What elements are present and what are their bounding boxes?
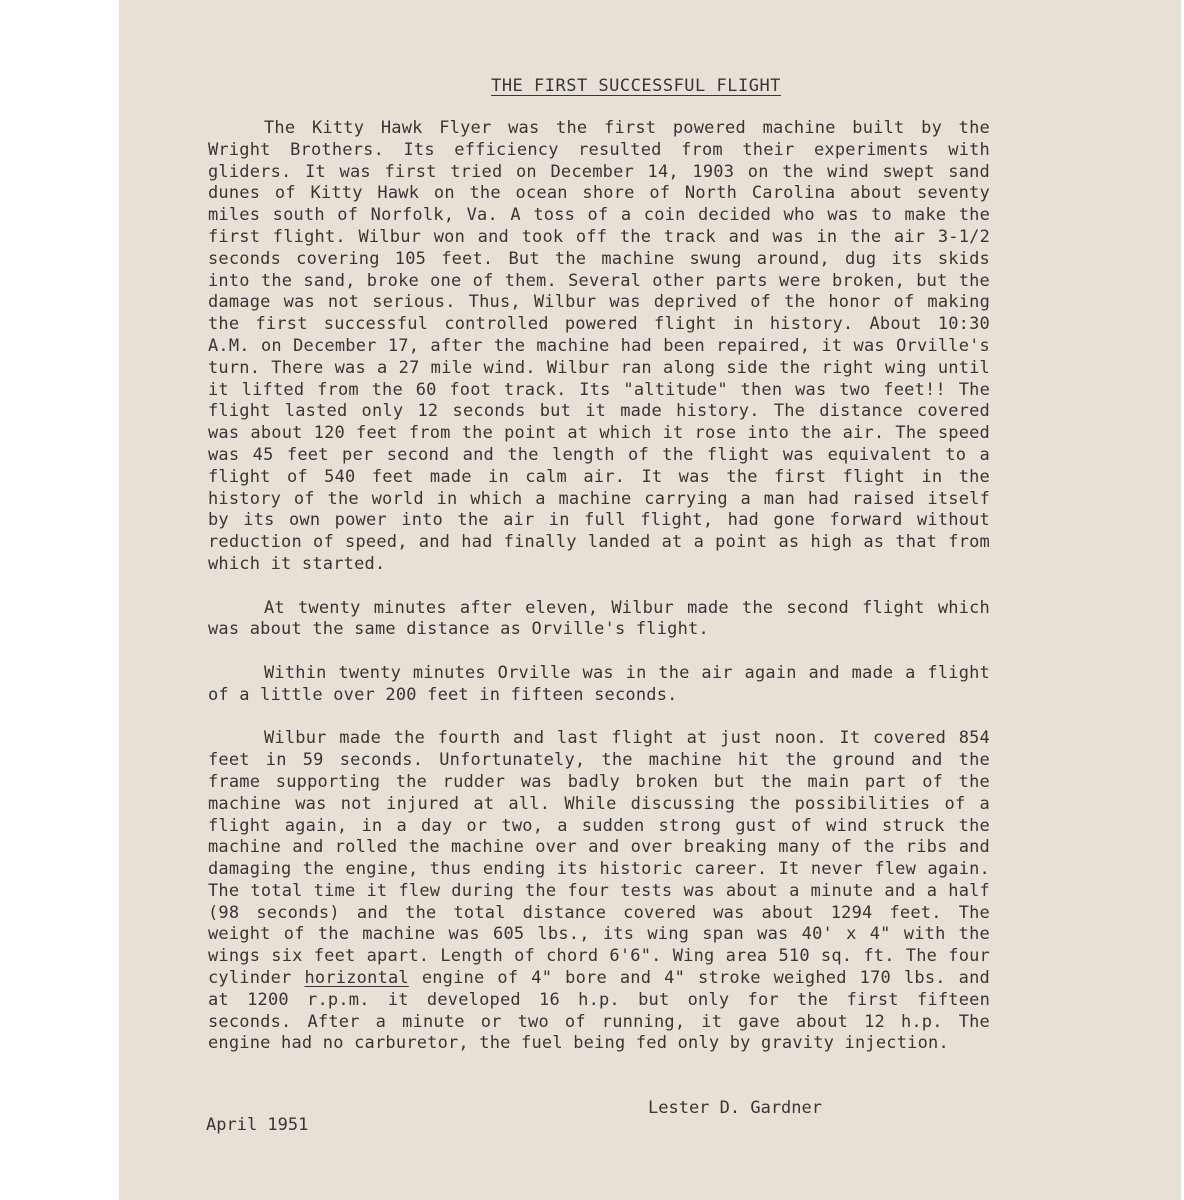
paragraph-4-text-b: engine of 4" bore and 4" stroke weighed 170 lbs. and at 1200 r.p.m. it developed 16 h.p. but only for the first fifteen seconds. After a minute or two of running, it gave about 12 h.p. The engine had no carburetor, the fuel being fed only by gravity injection. <box>208 968 990 1054</box>
author-signature: Lester D. Gardner <box>648 1098 822 1118</box>
document-date: April 1951 <box>206 1115 309 1135</box>
document-title: THE FIRST SUCCESSFUL FLIGHT <box>491 76 781 96</box>
underlined-word: horizontal <box>304 968 409 989</box>
paragraph-3: Within twenty minutes Orville was in the air again and made a flight of a little over 200 feet in fifteen seconds. <box>208 662 990 705</box>
paragraph-4 <box>208 728 990 1055</box>
paragraph-4-text-a: Wilbur made the fourth and last flight at just noon. It covered 854 feet in 59 seconds. Unfortunately, the machine hit the ground and the frame supporting the rudder was badly broken but the main part of the machine was not injured at all. While discussing the possibilities of a flight again, in a day or two, a sudden strong gust of wind struck the machine and rolled the machine over and over breaking many of the ribs and damaging the engine, thus ending its historic career. It never flew again. The total time it flew during the four tests was about a minute and a half (98 seconds) and the total distance covered was about 1294 feet. The weight of the machine was 605 lbs., its wing span was 40' x 4" with the wings six feet apart. Length of chord 6'6". Wing area 510 sq. ft. The four cylinder <box>208 728 990 989</box>
document-title-row <box>0 76 1184 96</box>
paragraph-2: At twenty minutes after eleven, Wilbur made the second flight which was about the same distance as Orville's flight. <box>208 597 990 640</box>
paragraph-1: The Kitty Hawk Flyer was the first powered machine built by the Wright Brothers. Its efficiency resulted from their experiments with gliders. It was first tried on December 14, 1903 on the wind swept sand dunes of Kitty Hawk on the ocean shore of North Carolina about seventy miles south of Norfolk, Va. A toss of a coin decided who was to make the first flight. Wilbur won and took off the track and was in the air 3-1/2 seconds covering 105 feet. But the machine swung around, dug its skids into the sand, broke one of them. Several other parts were broken, but the damage was not serious. Thus, Wilbur was deprived of the honor of making the first successful controlled powered flight in history. About 10:30 A.M. on December 17, after the machine had been repaired, it was Orville's turn. There was a 27 mile wind. Wilbur ran along side the right wing until it lifted from the 60 foot track. Its "altitude" then was two feet!! The flight lasted only 12 seconds but it made history. The distance covered was about 120 feet from the point at which it rose into the air. The speed was 45 feet per second and the length of the flight was equivalent to a flight of 540 feet made in calm air. It was the first flight in the history of the world in which a machine carrying a man had raised itself by its own power into the air in full flight, had gone forward without reduction of speed, and had finally landed at a point as high as that from which it started. <box>208 118 990 574</box>
document-body <box>208 118 990 1077</box>
